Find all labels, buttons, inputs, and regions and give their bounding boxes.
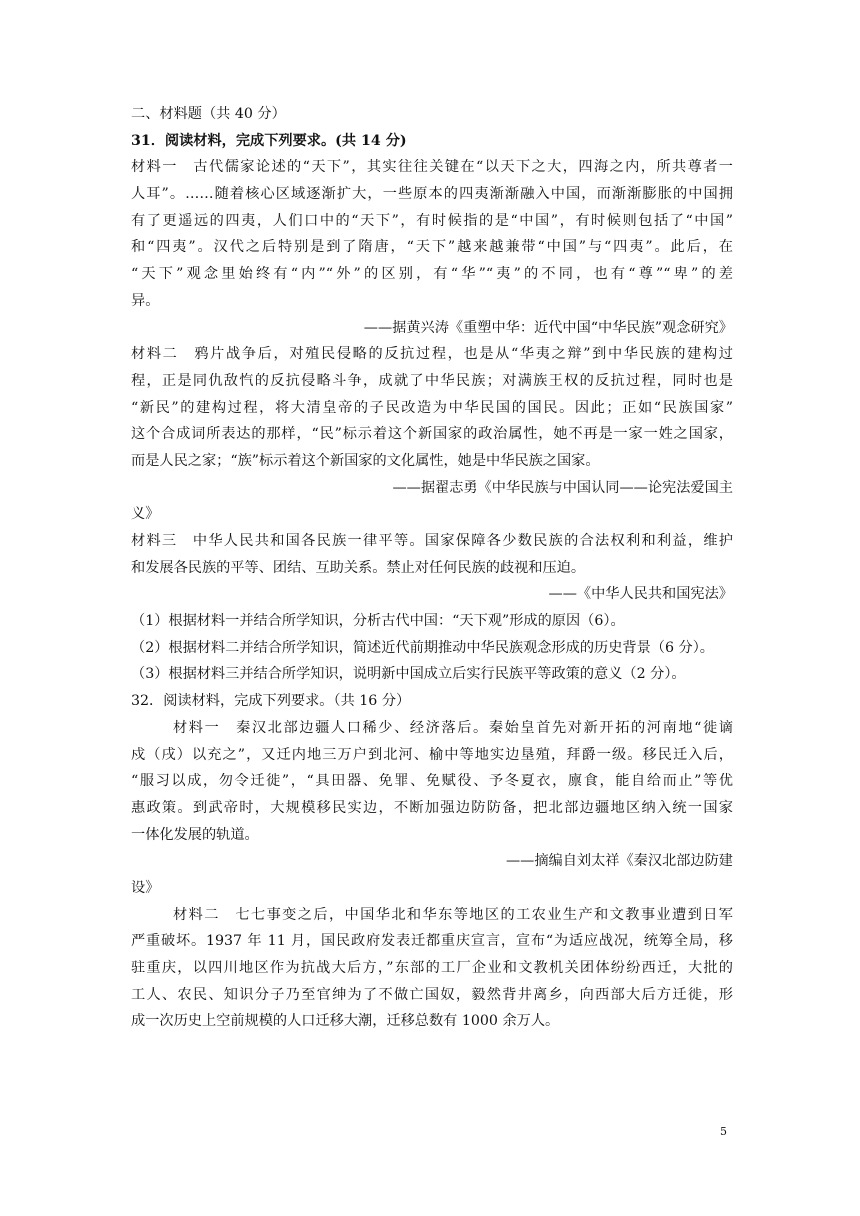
paragraph-line: 驻重庆，以四川地区作为抗战大后方，”东部的工厂企业和文教机关团体纷纷西迁，大批的 — [131, 960, 733, 976]
paragraph-line: 一体化发展的轨道。 — [131, 826, 259, 843]
q32-material-2 — [131, 902, 733, 1035]
q31-material-1 — [131, 154, 733, 341]
q32-material-1 — [131, 715, 733, 902]
q31-material-2 — [131, 341, 733, 528]
paragraph-line: 这个合成词所表达的那样，“民”标示着这个新国家的政治属性，她不再是一家一姓之国家， — [131, 426, 733, 443]
paragraph-line: “服习以成，勿令迁徙”，“具田器、免罪、免赋役、予冬夏衣，廪食，能自给而止”等优 — [131, 773, 733, 790]
source-citation: ——据黄兴涛《重塑中华：近代中国“中华民族”观念研究》 — [363, 319, 733, 336]
paragraph-line: 惠政策。到武帝时，大规模移民实边，不断加强边防防备，把北部边疆地区纳入统一国家 — [131, 799, 733, 816]
source-citation: ——摘编自刘太祥《秦汉北部边防建 — [505, 853, 733, 870]
paragraph-line: “天下”观念里始终有“内”“外”的区别，有“华”“夷”的不同，也有“尊”“卑”的差 — [131, 266, 733, 283]
paragraph-line: 工人、农民、知识分子乃至官绅为了不做亡国奴，毅然背井离乡，向西部大后方迁徙，形 — [131, 986, 733, 1003]
paragraph-line: 材料一 秦汉北部边疆人口稀少、经济落后。秦始皇首先对新开拓的河南地“徙谪 — [173, 719, 733, 736]
paragraph-line: 材料二 鸦片战争后，对殖民侵略的反抗过程，也是从“华夷之辩”到中华民族的建构过 — [131, 346, 733, 363]
paragraph-line: 程，正是同仇敌忾的反抗侵略斗争，成就了中华民族；对满族王权的反抗过程，同时也是 — [131, 372, 733, 389]
paragraph-line: 戍（戌）以充之”，又迁内地三万户到北河、榆中等地实边垦殖，拜爵一级。移民迁入后， — [131, 746, 733, 763]
q31-questions — [131, 608, 733, 688]
paragraph-line: 异。 — [131, 292, 160, 309]
section-heading: 二、材料题（共 40 分） — [131, 106, 286, 122]
paragraph-line: 材料一 古代儒家论述的“天下”，其实往往关键在“以天下之大，四海之内，所共尊者一 — [131, 159, 733, 176]
paragraph-line: 成一次历史上空前规模的人口迁移大潮，迁移总数有 1000 余万人。 — [131, 1013, 560, 1030]
source-citation-continued: 设》 — [131, 879, 160, 896]
source-citation: ——据翟志勇《中华民族与中国认同——论宪法爱国主 — [392, 479, 733, 496]
paragraph-line: 材料三 中华人民共和国各民族一律平等。国家保障各少数民族的合法权利和利益，维护 — [131, 533, 733, 549]
paragraph-line: 材料二 七七事变之后，中国华北和华东等地区的工农业生产和文教事业遭到日军 — [173, 906, 733, 923]
document-page — [131, 101, 733, 1035]
paragraph-line: 人耳”。……随着核心区域逐渐扩大，一些原本的四夷渐渐融入中国，而渐渐膨胀的中国拥 — [131, 186, 733, 203]
sub-question-1: （1）根据材料一并结合所学知识，分析古代中国：“天下观”形成的原因（6）。 — [131, 613, 625, 630]
page-number: 5 — [720, 1125, 727, 1138]
paragraph-line: 和发展各民族的平等、团结、互助关系。禁止对任何民族的歧视和压迫。 — [131, 559, 586, 576]
paragraph-line: 和“四夷”。汉代之后特别是到了隋唐，“天下”越来越兼带“中国”与“四夷”。此后，在 — [131, 239, 733, 256]
paragraph-line: 而是人民之家；“族”标示着这个新国家的文化属性，她是中华民族之国家。 — [131, 452, 600, 469]
q31-material-3 — [131, 528, 733, 608]
source-citation: ——《中华人民共和国宪法》 — [548, 586, 733, 603]
source-citation-continued: 义》 — [131, 506, 160, 523]
sub-question-2: （2）根据材料二并结合所学知识，简述近代前期推动中华民族观念形成的历史背景（6 分）。 — [131, 639, 714, 656]
paragraph-line: 有了更遥远的四夷，人们口中的“天下”，有时候指的是“中国”，有时候则包括了“中国” — [131, 212, 733, 229]
question-32-title: 32．阅读材料，完成下列要求。（共 16 分） — [131, 693, 411, 710]
paragraph-line: 严重破坏。1937 年 11 月，国民政府发表迁都重庆宣言，宣布“为适应战况，统筹全局，移 — [131, 933, 733, 950]
question-31-title: 31．阅读材料，完成下列要求。(共 14 分) — [131, 132, 407, 149]
sub-question-3: （3）根据材料三并结合所学知识，说明新中国成立后实行民族平等政策的意义（2 分）。 — [131, 666, 686, 683]
paragraph-line: “新民”的建构过程，将大清皇帝的子民改造为中华民国的国民。因此；正如“民族国家” — [131, 399, 733, 416]
